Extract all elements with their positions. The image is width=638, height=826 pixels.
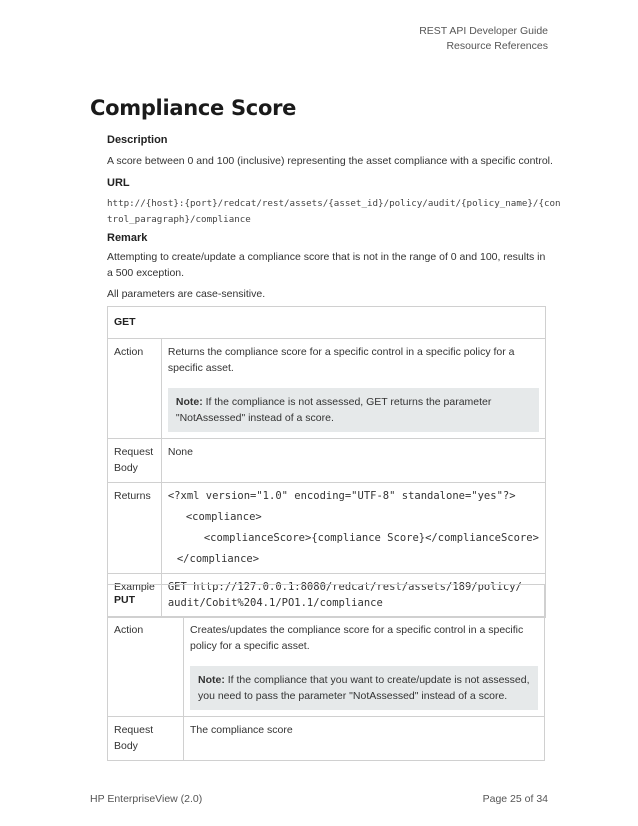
returns-line-3: <complianceScore>{compliance Score}</complianceScore> [203, 532, 539, 544]
get-method-table [107, 306, 546, 618]
get-note-label: Note: [175, 396, 203, 408]
put-action-cell [184, 617, 545, 717]
put-method-table [107, 584, 545, 761]
page-title: Compliance Score [90, 96, 297, 120]
put-note-label: Note: [198, 674, 225, 686]
get-note-text: If the compliance is not assessed, GET returns the parameter "NotAssessed" instead of a score. [175, 396, 492, 424]
get-returns-code [161, 483, 545, 574]
get-action-label: Action [108, 339, 162, 439]
remark-text-2: All parameters are case-sensitive. [107, 288, 266, 300]
footer-product: HP EnterpriseView (2.0) [90, 793, 203, 805]
get-request-body-label: Request Body [108, 439, 162, 483]
header-guide-title: REST API Developer Guide [419, 25, 548, 37]
get-action-text: Returns the compliance score for a specific control in a specific policy for a specific asset. [167, 346, 515, 374]
get-action-cell [161, 339, 545, 439]
get-method-label: GET [108, 307, 546, 339]
returns-line-2: <compliance> [185, 511, 262, 523]
example-line-2: audit/Cobit%204.1/PO1.1/compliance [167, 597, 383, 609]
get-request-body-value: None [161, 439, 545, 483]
example-line-1: GET http://127.0.0.1:8080/redcat/rest/assets/189/policy/ [167, 581, 522, 593]
description-text: A score between 0 and 100 (inclusive) representing the asset compliance with a specific control. [107, 155, 553, 167]
get-example-label: Example [108, 574, 162, 618]
running-header [419, 24, 548, 54]
returns-line-1: <?xml version="1.0" encoding="UTF-8" standalone="yes"?> [167, 490, 516, 502]
url-heading: URL [107, 177, 130, 189]
put-action-label: Action [108, 617, 184, 717]
remark-text: Attempting to create/update a compliance score that is not in the range of 0 and 100, results in a 500 exception. [107, 251, 546, 279]
put-method-label: PUT [108, 585, 545, 617]
put-note-text: If the compliance that you want to create/update is not assessed, you need to pass the parameter "NotAssessed" instead of a score. [198, 674, 530, 702]
footer-page-number: Page 25 of 34 [482, 793, 548, 805]
put-request-body-label: Request Body [108, 717, 184, 761]
get-returns-label: Returns [108, 483, 162, 574]
put-action-text: Creates/updates the compliance score for a specific control in a specific policy for a specific asset. [190, 624, 524, 652]
remark-heading: Remark [107, 232, 148, 244]
returns-line-4: </compliance> [176, 553, 260, 565]
description-heading: Description [107, 134, 168, 146]
put-request-body-value: The compliance score [184, 717, 545, 761]
header-section-title: Resource References [446, 40, 548, 52]
put-note-box [190, 666, 538, 710]
get-note-box [168, 388, 539, 432]
url-text: http://{host}:{port}/redcat/rest/assets/{asset_id}/policy/audit/{policy_name}/{control_paragraph}/compliance [107, 198, 561, 225]
